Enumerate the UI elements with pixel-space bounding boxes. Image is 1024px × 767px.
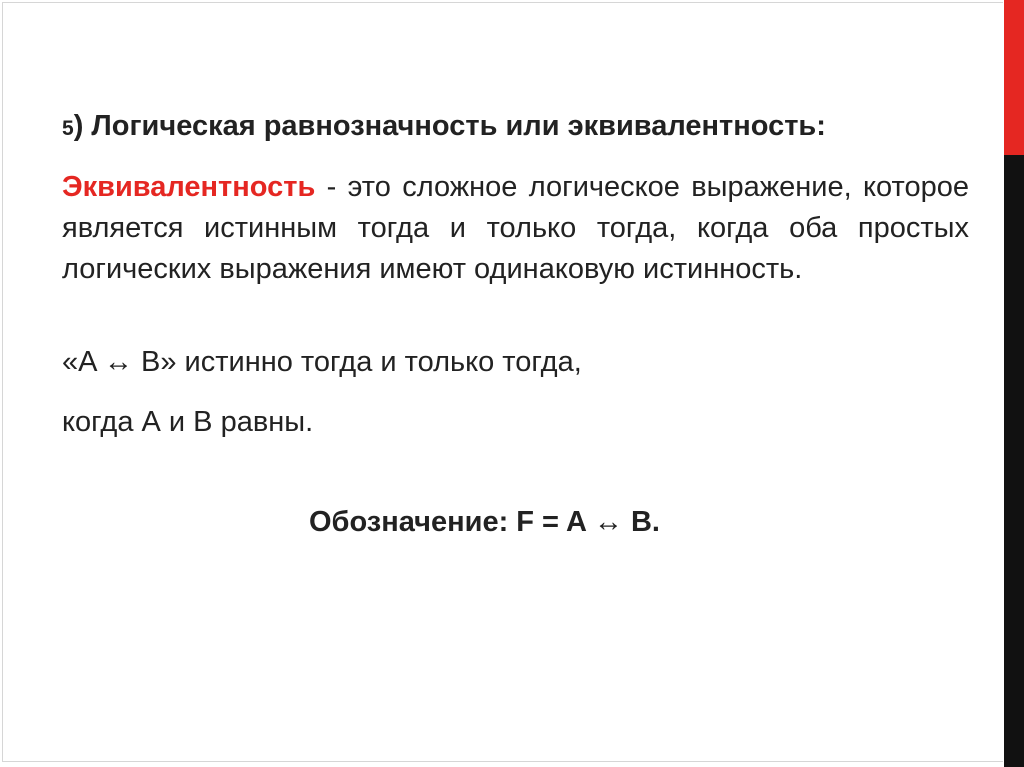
statement-line-2: когда А и В равны. xyxy=(62,406,314,438)
accent-bar-red xyxy=(1004,0,1024,155)
definition-paragraph xyxy=(62,167,969,290)
accent-bar-dark xyxy=(1004,155,1024,767)
slide-heading xyxy=(62,110,982,143)
notation-formula: Обозначение: F = A ↔ B. xyxy=(309,506,660,538)
definition-term: Эквивалентность xyxy=(62,171,316,203)
definition-body: - это сложное логическое выражение, которое является истинным тогда и только тогда, когда оба простых логических выражения имеют одинаковую истинность. xyxy=(62,171,969,285)
heading-text: ) Логическая равнозначность или эквивалентность: xyxy=(73,110,826,142)
statement-line-1: «A ↔ B» истинно тогда и только тогда, xyxy=(62,346,582,378)
heading-number: 5 xyxy=(62,117,74,140)
